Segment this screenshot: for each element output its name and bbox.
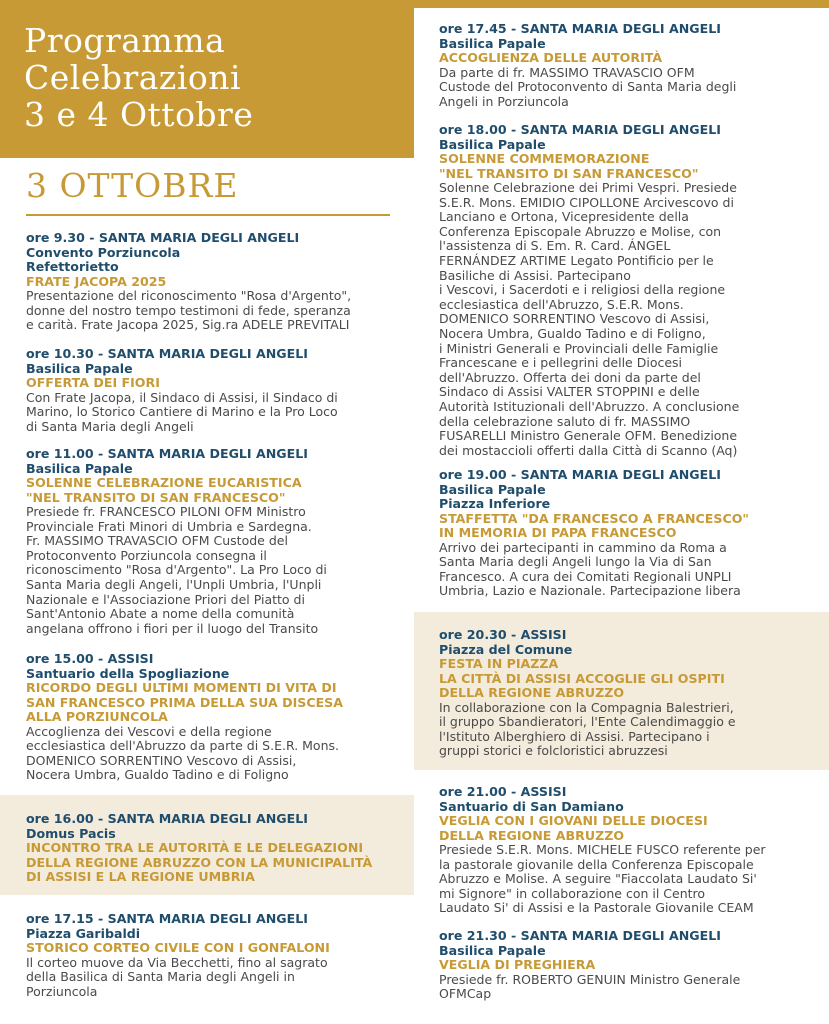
event-time: ore 17.45 - SANTA MARIA DEGLI ANGELI xyxy=(439,21,721,36)
event-title: RICORDO DEGLI ULTIMI MOMENTI DI VITA DI SAN FRANCESCO PRIMA DELLA SUA DISCESA ALLA PORZIUNCOLA xyxy=(26,680,344,724)
page-title xyxy=(24,22,404,133)
event-time: ore 18.00 - SANTA MARIA DEGLI ANGELI xyxy=(439,122,721,137)
event-place: Basilica Papale xyxy=(439,136,546,152)
event-title: VEGLIA DI PREGHIERA xyxy=(439,957,596,972)
event-place: Basilica Papale xyxy=(439,942,546,958)
event-1500 xyxy=(26,652,406,783)
event-time: ore 21.30 - SANTA MARIA DEGLI ANGELI xyxy=(439,928,721,943)
event-1745 xyxy=(439,22,824,109)
event-description: Presiede S.E.R. Mons. MICHELE FUSCO referente per la pastorale giovanile della Conferenza Episcopale Abruzzo e Molise. A seguire "Fiaccolata Laudato Si' mi Signore" in collaborazione con il Centro Laudato Si' di Assisi e la Pastorale Giovanile CEAM xyxy=(439,842,766,916)
event-place: Convento Porziuncola xyxy=(26,244,181,260)
day-heading: 3 OTTOBRE xyxy=(26,166,239,205)
event-0930 xyxy=(26,231,406,333)
event-description: Il corteo muove da Via Becchetti, fino al sagrato della Basilica di Santa Maria degli Angeli in Porziuncola xyxy=(26,954,328,999)
event-time: ore 10.30 - SANTA MARIA DEGLI ANGELI xyxy=(26,346,308,361)
event-time: ore 11.00 - SANTA MARIA DEGLI ANGELI xyxy=(26,446,308,461)
event-place: Basilica Papale xyxy=(439,481,546,497)
event-place: Basilica Papale xyxy=(439,35,546,51)
event-time: ore 21.00 - ASSISI xyxy=(439,784,567,799)
title-banner xyxy=(0,0,414,158)
event-time: ore 9.30 - SANTA MARIA DEGLI ANGELI xyxy=(26,230,300,245)
event-1715 xyxy=(26,912,406,999)
title-line: Celebrazioni xyxy=(24,58,242,97)
day-divider xyxy=(26,214,390,216)
event-description: Arrivo dei partecipanti in cammino da Roma a Santa Maria degli Angeli lungo la Via di San Francesco. A cura dei Comitati Regionali UNPLI Umbria, Lazio e Nazionale. Partecipazione libera xyxy=(439,539,741,599)
event-place: Piazza Garibaldi xyxy=(26,925,141,941)
event-place: Santuario di San Damiano xyxy=(439,798,624,814)
event-place: Piazza Inferiore xyxy=(439,496,551,511)
event-1800 xyxy=(439,123,824,458)
event-title: ACCOGLIENZA DELLE AUTORITÀ xyxy=(439,50,663,65)
event-1900 xyxy=(439,468,824,599)
event-description: Presentazione del riconoscimento "Rosa d'Argento", donne del nostro tempo testimoni di fede, speranza e carità. Frate Jacopa 2025, Sig.ra ADELE PREVITALI xyxy=(26,288,352,333)
event-1030 xyxy=(26,347,406,434)
event-description: In collaborazione con la Compagnia Balestrieri, il gruppo Sbandieratori, l'Ente Calendimaggio e l'Istituto Alberghiero di Assisi. Partecipano i gruppi storici e folcloristici abruzzesi xyxy=(439,699,736,759)
event-description: Solenne Celebrazione dei Primi Vespri. Presiede S.E.R. Mons. EMIDIO CIPOLLONE Arcivescovo di Lanciano e Ortona, Vicepresidente della Conferenza Episcopale Abruzzo e Molise, con l'assistenza di S. Em. R. Card. ÁNGEL FERNÁNDEZ ARTIME Legato Pontificio per le Basiliche di Assisi. Partecipano i Vescovi, i Sacerdoti e i religiosi della regione ecclesiastica dell'Abruzzo, S.E.R. Mons. DOMENICO SORRENTINO Vescovo di Assisi, Nocera Umbra, Gualdo Tadino e di Foligno, i Ministri Generali e Provinciali delle Famiglie Francescane e i pellegrini delle Diocesi dell'Abruzzo. Offerta dei doni da parte del Sindaco di Assisi VALTER STOPPINI e delle Autorità Istituzionali dell'Abruzzo. A conclusione della celebrazione saluto di fr. MASSIMO FUSARELLI Ministro Generale OFM. Benedizione dei mostaccioli offerti dalla Città di Scanno (Aq) xyxy=(439,180,740,458)
event-place: Domus Pacis xyxy=(26,825,116,841)
event-description: Presiede fr. FRANCESCO PILONI OFM Ministro Provinciale Frati Minori di Umbria e Sardegna. Fr. MASSIMO TRAVASCIO OFM Custode del Protoconvento Porziuncola consegna il riconoscimento "Rosa d'Argento". La Pro Loco di Santa Maria degli Angeli, l'Unpli Umbria, l'Unpli Nazionale e l'Associazione Priori del Piatto di Sant'Antonio Abate a nome della comunità angelana offrono i fiori per il luogo del Transito xyxy=(26,504,327,636)
event-title: VEGLIA CON I GIOVANI DELLE DIOCESI DELLA REGIONE ABRUZZO xyxy=(439,813,708,843)
top-gold-strip xyxy=(414,0,829,8)
event-time: ore 20.30 - ASSISI xyxy=(439,627,567,642)
event-time: ore 17.15 - SANTA MARIA DEGLI ANGELI xyxy=(26,911,308,926)
event-title: FRATE JACOPA 2025 xyxy=(26,273,167,289)
event-description: Da parte di fr. MASSIMO TRAVASCIO OFM Custode del Protoconvento di Santa Maria degli Angeli in Porziuncola xyxy=(439,64,737,109)
event-1600 xyxy=(26,812,406,885)
event-2100 xyxy=(439,785,824,916)
event-place: Basilica Papale xyxy=(26,360,133,376)
event-title: INCONTRO TRA LE AUTORITÀ E LE DELEGAZIONI DELLA REGIONE ABRUZZO CON LA MUNICIPALITÀ DI ASSISI E LA REGIONE UMBRIA xyxy=(26,840,373,884)
event-place: Piazza del Comune xyxy=(439,641,573,657)
event-2030 xyxy=(439,628,824,759)
title-line: 3 e 4 Ottobre xyxy=(24,95,254,134)
event-time: ore 19.00 - SANTA MARIA DEGLI ANGELI xyxy=(439,467,721,482)
event-place: Refettorietto xyxy=(26,259,119,274)
event-title: SOLENNE CELEBRAZIONE EUCARISTICA "NEL TRANSITO DI SAN FRANCESCO" xyxy=(26,475,302,505)
event-title: STORICO CORTEO CIVILE CON I GONFALONI xyxy=(26,940,330,955)
event-time: ore 16.00 - SANTA MARIA DEGLI ANGELI xyxy=(26,811,308,826)
event-1100 xyxy=(26,447,406,636)
event-description: Con Frate Jacopa, il Sindaco di Assisi, il Sindaco di Marino, lo Storico Cantiere di Marino e la Pro Loco di Santa Maria degli Angeli xyxy=(26,389,338,434)
event-title: OFFERTA DEI FIORI xyxy=(26,375,160,390)
event-title: FESTA IN PIAZZA LA CITTÀ DI ASSISI ACCOGLIE GLI OSPITI DELLA REGIONE ABRUZZO xyxy=(439,656,725,700)
title-line: Programma xyxy=(24,21,226,60)
event-time: ore 15.00 - ASSISI xyxy=(26,651,154,666)
event-2130 xyxy=(439,929,824,1002)
event-place: Santuario della Spogliazione xyxy=(26,665,230,681)
event-description: Presiede fr. ROBERTO GENUIN Ministro Generale OFMCap xyxy=(439,971,741,1002)
event-description: Accoglienza dei Vescovi e della regione ecclesiastica dell'Abruzzo da parte di S.E.R. Mons. DOMENICO SORRENTINO Vescovo di Assisi, Nocera Umbra, Gualdo Tadino e di Foligno xyxy=(26,723,339,783)
event-title: STAFFETTA "DA FRANCESCO A FRANCESCO" IN MEMORIA DI PAPA FRANCESCO xyxy=(439,510,749,540)
event-place: Basilica Papale xyxy=(26,460,133,476)
event-title: SOLENNE COMMEMORAZIONE "NEL TRANSITO DI SAN FRANCESCO" xyxy=(439,151,699,181)
